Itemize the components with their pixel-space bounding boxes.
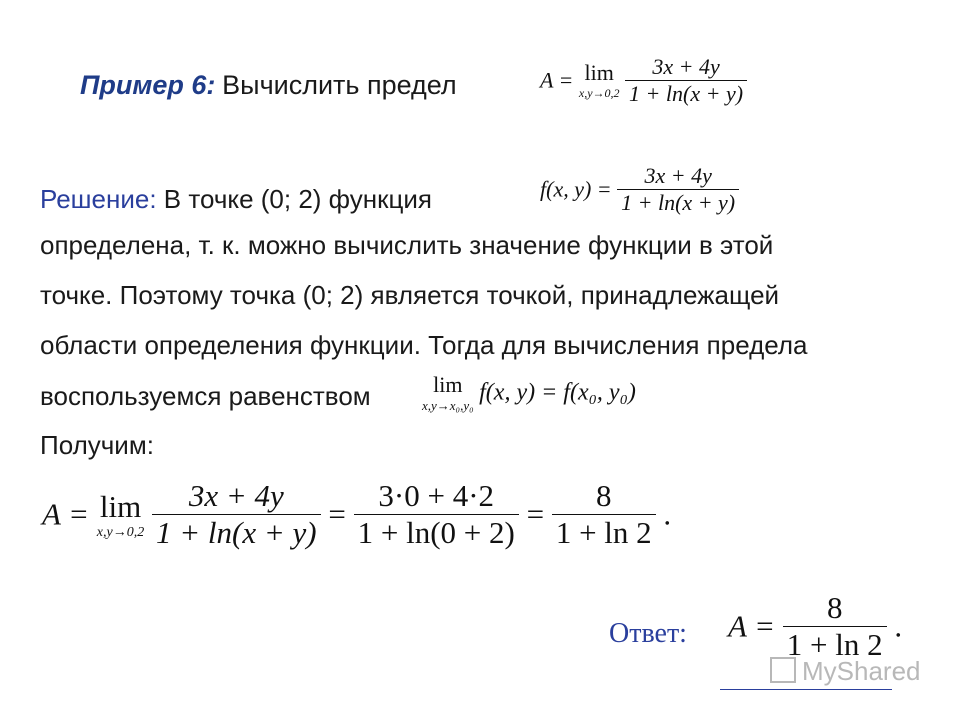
formula-equality-expr: f(x, y) = f(x₀, y₀) xyxy=(479,379,636,406)
equals-sign: = xyxy=(526,496,545,532)
answer-label: Ответ: xyxy=(609,618,687,649)
lim-subscript: x,y→0,2 xyxy=(96,524,145,540)
denominator: 1 + ln(0 + 2) xyxy=(354,514,519,551)
formula-equality xyxy=(422,372,636,414)
lim-word: lim xyxy=(433,372,463,397)
solution-label: Решение: xyxy=(40,184,157,214)
equals-sign: = xyxy=(328,496,346,532)
formula-main-lim xyxy=(97,489,144,541)
formula-f-fraction xyxy=(617,163,739,216)
answer-underline xyxy=(720,689,892,690)
formula-top-fraction xyxy=(625,54,747,107)
numerator: 8 xyxy=(826,590,843,625)
formula-f xyxy=(540,163,739,216)
numerator: 3·0 + 4·2 xyxy=(378,478,495,513)
denominator: 1 + ln(x + y) xyxy=(152,514,321,551)
answer-formula xyxy=(728,590,902,663)
lim-word: lim xyxy=(584,60,614,85)
solution-line-4: области определения функции. Тогда для вычисления предела xyxy=(40,330,808,360)
denominator: 1 + ln(x + y) xyxy=(617,189,739,216)
formula-main-lhs: A = xyxy=(42,496,90,532)
fraction-2 xyxy=(354,478,519,551)
answer-fraction xyxy=(783,590,887,663)
formula-top-lim xyxy=(579,60,620,101)
solution-line-3: точке. Поэтому точка (0; 2) является точкой, принадлежащей xyxy=(40,280,780,310)
watermark-text: MyShared xyxy=(802,656,921,686)
period: . xyxy=(894,608,903,644)
heading xyxy=(80,70,457,101)
answer-lhs: A = xyxy=(728,608,776,644)
watermark-logo-icon xyxy=(770,657,796,683)
lim-subscript: x,y→0,2 xyxy=(578,86,620,100)
numerator: 3x + 4y xyxy=(188,478,284,513)
formula-equality-lim xyxy=(422,372,474,414)
formula-f-lhs: f(x, y) = xyxy=(540,176,612,202)
denominator: 1 + ln 2 xyxy=(552,514,656,551)
solution-line-5: воспользуемся равенством xyxy=(40,381,371,411)
denominator: 1 + ln(x + y) xyxy=(625,80,747,107)
numerator: 3x + 4y xyxy=(644,163,712,188)
formula-top-lhs: A = xyxy=(540,67,574,93)
solution-line-2: определена, т. к. можно вычислить значение функции в этой xyxy=(40,230,774,260)
formula-top xyxy=(540,54,747,107)
example-label: Пример 6: xyxy=(80,70,216,100)
fraction-1 xyxy=(152,478,321,551)
watermark xyxy=(770,656,921,687)
lim-word: lim xyxy=(99,488,142,524)
formula-main xyxy=(42,478,671,551)
numerator: 3x + 4y xyxy=(652,54,720,79)
fraction-3 xyxy=(552,478,656,551)
period: . xyxy=(663,496,672,532)
denominator: 1 + ln 2 xyxy=(783,626,887,663)
numerator: 8 xyxy=(595,478,612,513)
task-text: Вычислить предел xyxy=(222,70,457,100)
solution-line-1 xyxy=(40,184,432,215)
lim-subscript: x,y→x₀,y₀ xyxy=(422,398,474,413)
solution-line-6: Получим: xyxy=(40,430,154,460)
solution-text-1: В точке (0; 2) функция xyxy=(163,184,432,214)
